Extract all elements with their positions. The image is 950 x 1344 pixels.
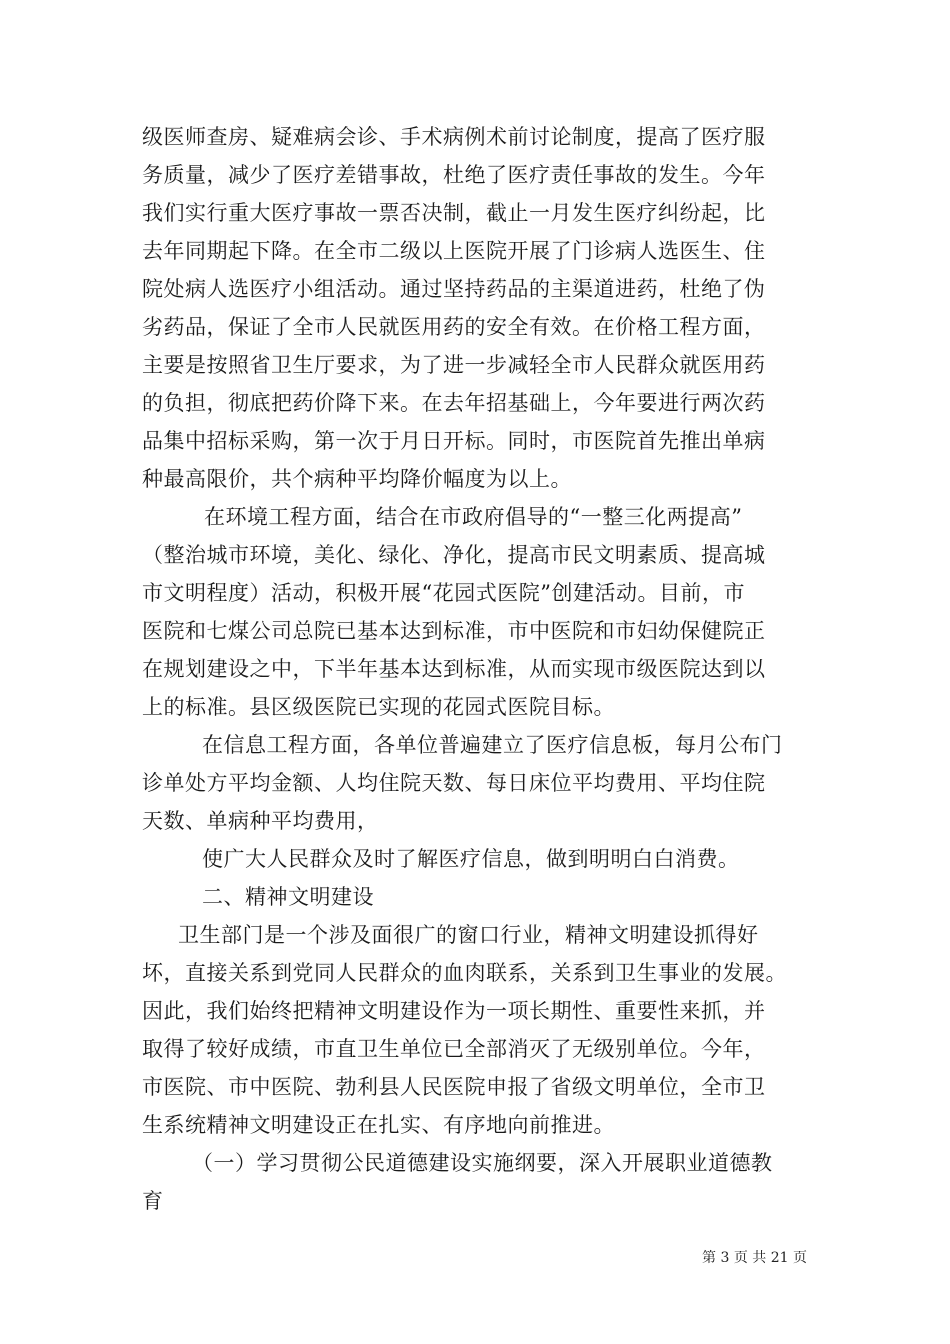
- text-line: 诊单处方平均金额、人均住院天数、每日床位平均费用、平均住院: [142, 771, 766, 795]
- text-line: 劣药品，保证了全市人民就医用药的安全有效。在价格工程方面，: [142, 315, 766, 339]
- text-line: 坏，直接关系到党同人民群众的血肉联系，关系到卫生事业的发展。: [142, 961, 787, 985]
- text-line: 在规划建设之中，下半年基本达到标准，从而实现市级医院达到以: [142, 657, 766, 681]
- paragraph-start-spiritual: 卫生部门是一个涉及面很广的窗口行业，精神文明建设抓得好: [178, 923, 759, 947]
- text-line: 天数、单病种平均费用，: [142, 809, 379, 833]
- text-line: 取得了较好成绩，市直卫生单位已全部消灭了无级别单位。今年，: [142, 1037, 766, 1061]
- text-line: 种最高限价，共个病种平均降价幅度为以上。: [142, 467, 572, 491]
- text-line: 育: [142, 1189, 164, 1213]
- text-line: 务质量，减少了医疗差错事故，杜绝了医疗责任事故的发生。今年: [142, 163, 766, 187]
- text-line: 主要是按照省卫生厅要求，为了进一步减轻全市人民群众就医用药: [142, 353, 766, 377]
- subsection-heading: （一）学习贯彻公民道德建设实施纲要，深入开展职业道德教: [192, 1151, 773, 1175]
- paragraph-start-information: 在信息工程方面，各单位普遍建立了医疗信息板，每月公布门: [202, 733, 783, 757]
- text-line: 市文明程度）活动，积极开展“花园式医院”创建活动。目前，市: [142, 581, 745, 605]
- paragraph-start-environment: 在环境工程方面，结合在市政府倡导的“一整三化两提高”: [204, 505, 743, 529]
- text-line: （整治城市环境，美化、绿化、净化，提高市民文明素质、提高城: [142, 543, 766, 567]
- text-line: 的负担，彻底把药价降下来。在去年招基础上，今年要进行两次药: [142, 391, 766, 415]
- paragraph-start-consumption: 使广大人民群众及时了解医疗信息，做到明明白白消费。: [202, 847, 740, 871]
- text-line: 医院和七煤公司总院已基本达到标准，市中医院和市妇幼保健院正: [142, 619, 766, 643]
- text-line: 因此，我们始终把精神文明建设作为一项长期性、重要性来抓，并: [142, 999, 766, 1023]
- text-line: 市医院、市中医院、勃利县人民医院申报了省级文明单位，全市卫: [142, 1075, 766, 1099]
- section-heading: 二、精神文明建设: [202, 885, 374, 909]
- page-number: 第 3 页 共 21 页: [702, 1250, 807, 1266]
- text-line: 品集中招标采购，第一次于月日开标。同时，市医院首先推出单病: [142, 429, 766, 453]
- text-line: 级医师查房、疑难病会诊、手术病例术前讨论制度，提高了医疗服: [142, 125, 766, 149]
- text-line: 去年同期起下降。在全市二级以上医院开展了门诊病人选医生、住: [142, 239, 766, 263]
- text-line: 生系统精神文明建设正在扎实、有序地向前推进。: [142, 1113, 615, 1137]
- document-body: [142, 118, 810, 1220]
- text-line: 上的标准。县区级医院已实现的花园式医院目标。: [142, 695, 615, 719]
- text-line: 我们实行重大医疗事故一票否决制，截止一月发生医疗纠纷起，比: [142, 201, 766, 225]
- text-line: 院处病人选医疗小组活动。通过坚持药品的主渠道进药，杜绝了伪: [142, 277, 766, 301]
